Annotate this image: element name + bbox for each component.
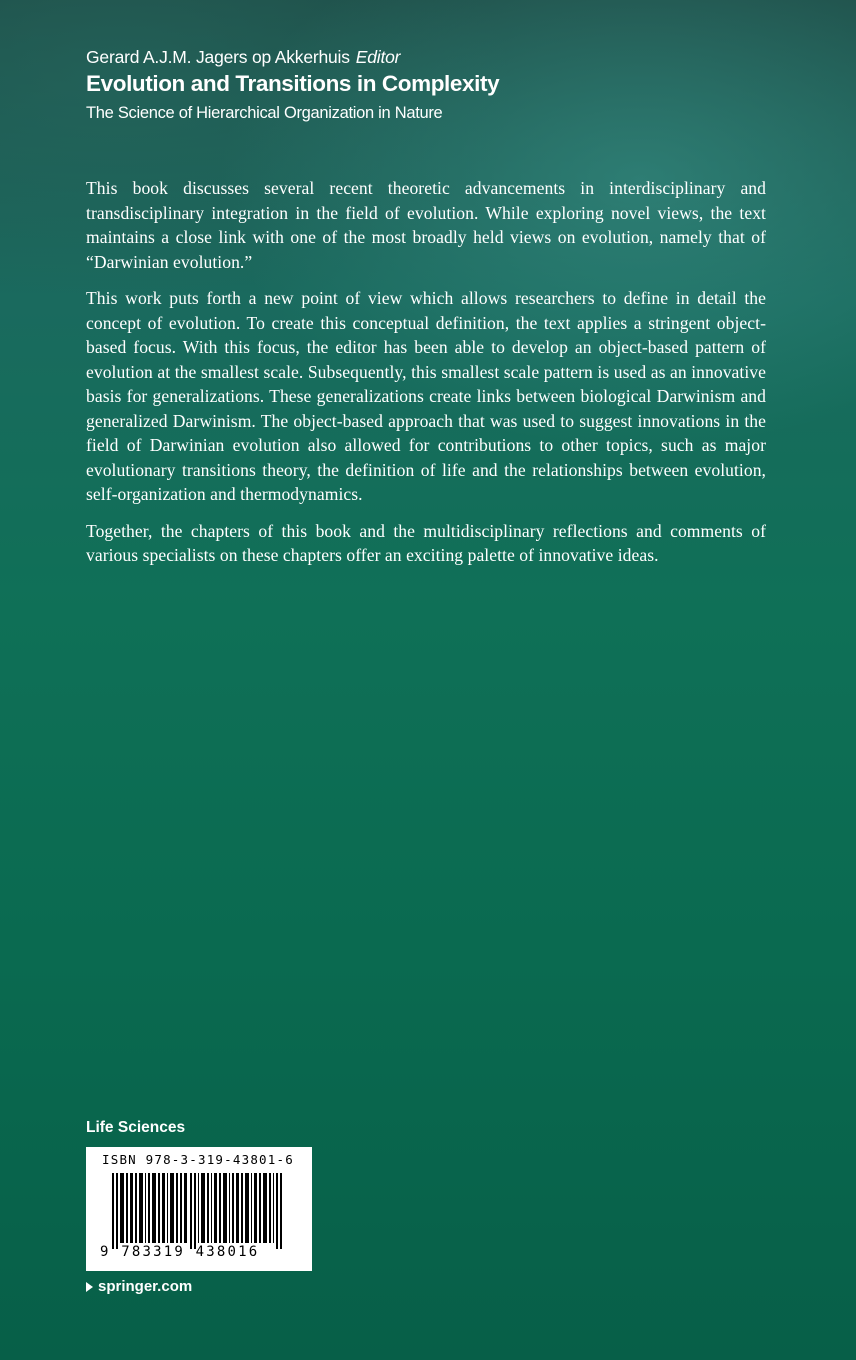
description-paragraph: Together, the chapters of this book and the multidisciplinary reflections and comments of various specialists on these chapters offer an exciting palette of innovative ideas. — [86, 520, 766, 565]
editor-name: Gerard A.J.M. Jagers op Akkerhuis — [86, 47, 350, 67]
arrow-right-icon — [86, 1282, 93, 1292]
editor-role: Editor — [355, 47, 401, 67]
barcode-digits: 9 783319 438016 — [100, 1244, 260, 1260]
barcode-icon — [112, 1173, 288, 1249]
book-title: Evolution and Transitions in Complexity — [86, 71, 500, 96]
editor-line — [86, 46, 786, 68]
subject-category: Life Sciences — [86, 1119, 186, 1136]
publisher-link-label: springer.com — [98, 1278, 193, 1295]
book-description — [86, 176, 766, 580]
publisher-link[interactable] — [86, 1278, 192, 1295]
isbn-label: ISBN 978-3-319-43801-6 — [102, 1152, 294, 1167]
book-subtitle: The Science of Hierarchical Organization in Nature — [86, 104, 443, 122]
isbn-barcode — [86, 1147, 312, 1271]
cover-header — [86, 46, 786, 124]
description-paragraph: This work puts forth a new point of view which allows researchers to define in detail the concept of evolution. To create this conceptual definition, the text applies a stringent object-based focus. With this focus, the editor has been able to develop an object-based pattern of evolution at the smallest scale. Subsequently, this smallest scale pattern is used as an innovative basis for generalizations. These generalizations create links between biological Darwinism and generalized Darwinism. The object-based approach that was used to suggest innovations in the field of Darwinian evolution also allowed for contributions to other topics, such as major evolutionary transitions theory, the definition of life and the relationships between evolution, self-organization and thermodynamics. — [86, 288, 766, 504]
description-paragraph: This book discusses several recent theoretic advancements in interdisciplinary and transdisciplinary integration in the field of evolution. While exploring novel views, the text maintains a close link with one of the most broadly held views on evolution, namely that of “Darwinian evolution.” — [86, 178, 766, 272]
